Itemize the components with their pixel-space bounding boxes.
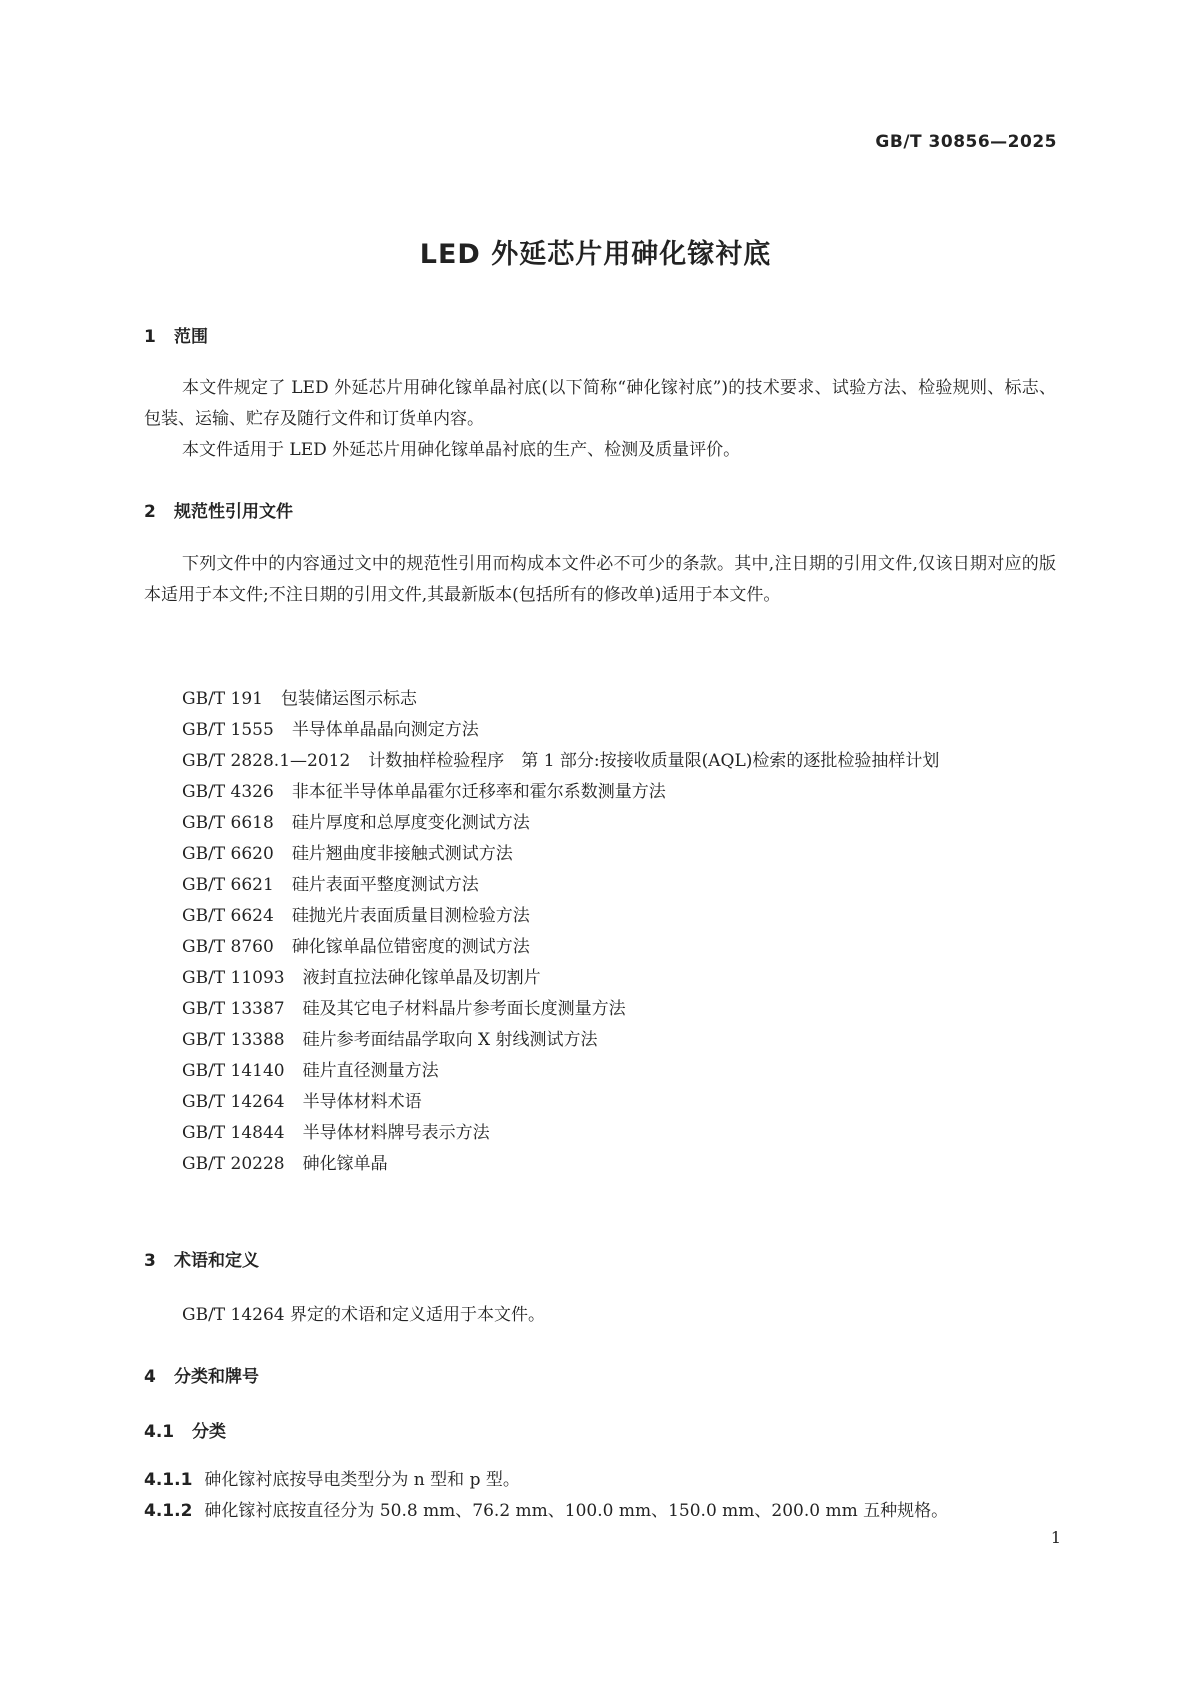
reference-title: 液封直拉法砷化镓单晶及切割片 — [302, 968, 541, 988]
reference-item — [144, 684, 1056, 715]
reference-item — [144, 932, 1056, 963]
reference-code: GB/T 6620 — [182, 844, 274, 864]
reference-code: GB/T 13388 — [182, 1030, 285, 1050]
subsection-4-1-heading — [144, 1417, 226, 1442]
section-4-heading — [144, 1362, 259, 1387]
reference-item — [144, 1056, 1056, 1087]
section-2-heading — [144, 497, 293, 522]
reference-code: GB/T 191 — [182, 689, 263, 709]
reference-code: GB/T 6624 — [182, 906, 274, 926]
reference-title: 硅抛光片表面质量目测检验方法 — [291, 906, 530, 926]
reference-code: GB/T 2828.1—2012 — [182, 751, 351, 771]
reference-title: 砷化镓单晶 — [302, 1154, 388, 1174]
reference-list — [144, 684, 1056, 1180]
clause-text: 砷化镓衬底按导电类型分为 n 型和 p 型。 — [204, 1470, 520, 1490]
reference-code: GB/T 11093 — [182, 968, 285, 988]
reference-title: 非本征半导体单晶霍尔迁移率和霍尔系数测量方法 — [291, 782, 666, 802]
section-number: 1 — [144, 327, 156, 347]
reference-code: GB/T 6621 — [182, 875, 274, 895]
reference-item — [144, 870, 1056, 901]
reference-code: GB/T 13387 — [182, 999, 285, 1019]
terms-paragraph: GB/T 14264 界定的术语和定义适用于本文件。 — [182, 1305, 546, 1325]
document-title: LED 外延芯片用砷化镓衬底 — [419, 239, 772, 270]
reference-item — [144, 715, 1056, 746]
reference-item — [144, 1087, 1056, 1118]
reference-item — [144, 994, 1056, 1025]
reference-code: GB/T 14264 — [182, 1092, 285, 1112]
reference-title: 半导体材料牌号表示方法 — [302, 1123, 490, 1143]
section-title: 范围 — [174, 327, 208, 347]
subsection-title: 分类 — [192, 1422, 226, 1442]
reference-title: 硅片参考面结晶学取向 X 射线测试方法 — [302, 1030, 598, 1050]
scope-paragraph-2: 本文件适用于 LED 外延芯片用砷化镓单晶衬底的生产、检测及质量评价。 — [182, 440, 741, 460]
reference-title: 砷化镓单晶位错密度的测试方法 — [291, 937, 530, 957]
reference-title: 包装储运图示标志 — [281, 689, 417, 709]
normative-references-intro: 下列文件中的内容通过文中的规范性引用而构成本文件必不可少的条款。其中,注日期的引用文件,仅该日期对应的版本适用于本文件;不注日期的引用文件,其最新版本(包括所有的修改单)适用于本文件。 — [144, 554, 1056, 605]
page-number: 1 — [1050, 1528, 1061, 1547]
subsection-number: 4.1 — [144, 1422, 175, 1442]
section-title: 术语和定义 — [174, 1251, 259, 1271]
scope-paragraph-1: 本文件规定了 LED 外延芯片用砷化镓单晶衬底(以下简称“砷化镓衬底”)的技术要求、试验方法、检验规则、标志、包装、运输、贮存及随行文件和订货单内容。 — [144, 378, 1056, 429]
reference-item — [144, 901, 1056, 932]
reference-code: GB/T 4326 — [182, 782, 274, 802]
section-title: 规范性引用文件 — [174, 502, 293, 522]
clause-4-1-1 — [144, 1465, 1056, 1496]
reference-title: 计数抽样检验程序 第 1 部分:按接收质量限(AQL)检索的逐批检验抽样计划 — [368, 751, 940, 771]
clause-4-1-2 — [144, 1496, 1056, 1527]
reference-title: 硅片表面平整度测试方法 — [291, 875, 479, 895]
reference-code: GB/T 6618 — [182, 813, 274, 833]
clause-number: 4.1.2 — [144, 1501, 193, 1521]
clause-number: 4.1.1 — [144, 1470, 193, 1490]
reference-item — [144, 746, 1056, 777]
reference-title: 硅片翘曲度非接触式测试方法 — [291, 844, 513, 864]
reference-item — [144, 808, 1056, 839]
standard-code: GB/T 30856—2025 — [875, 132, 1057, 152]
reference-code: GB/T 1555 — [182, 720, 274, 740]
section-1-heading — [144, 322, 208, 347]
reference-item — [144, 1149, 1056, 1180]
reference-item — [144, 777, 1056, 808]
reference-title: 硅及其它电子材料晶片参考面长度测量方法 — [302, 999, 626, 1019]
reference-item — [144, 963, 1056, 994]
reference-item — [144, 1118, 1056, 1149]
section-3-heading — [144, 1246, 259, 1271]
reference-code: GB/T 14140 — [182, 1061, 285, 1081]
clause-text: 砷化镓衬底按直径分为 50.8 mm、76.2 mm、100.0 mm、150.0 mm、200.0 mm 五种规格。 — [204, 1501, 949, 1521]
reference-code: GB/T 14844 — [182, 1123, 285, 1143]
reference-title: 硅片直径测量方法 — [302, 1061, 439, 1081]
reference-title: 半导体单晶晶向测定方法 — [291, 720, 479, 740]
section-title: 分类和牌号 — [174, 1367, 259, 1387]
section-number: 3 — [144, 1251, 156, 1271]
reference-item — [144, 1025, 1056, 1056]
reference-item — [144, 839, 1056, 870]
reference-title: 半导体材料术语 — [302, 1092, 422, 1112]
section-number: 2 — [144, 502, 156, 522]
reference-code: GB/T 8760 — [182, 937, 274, 957]
section-number: 4 — [144, 1367, 156, 1387]
reference-title: 硅片厚度和总厚度变化测试方法 — [291, 813, 530, 833]
reference-code: GB/T 20228 — [182, 1154, 285, 1174]
